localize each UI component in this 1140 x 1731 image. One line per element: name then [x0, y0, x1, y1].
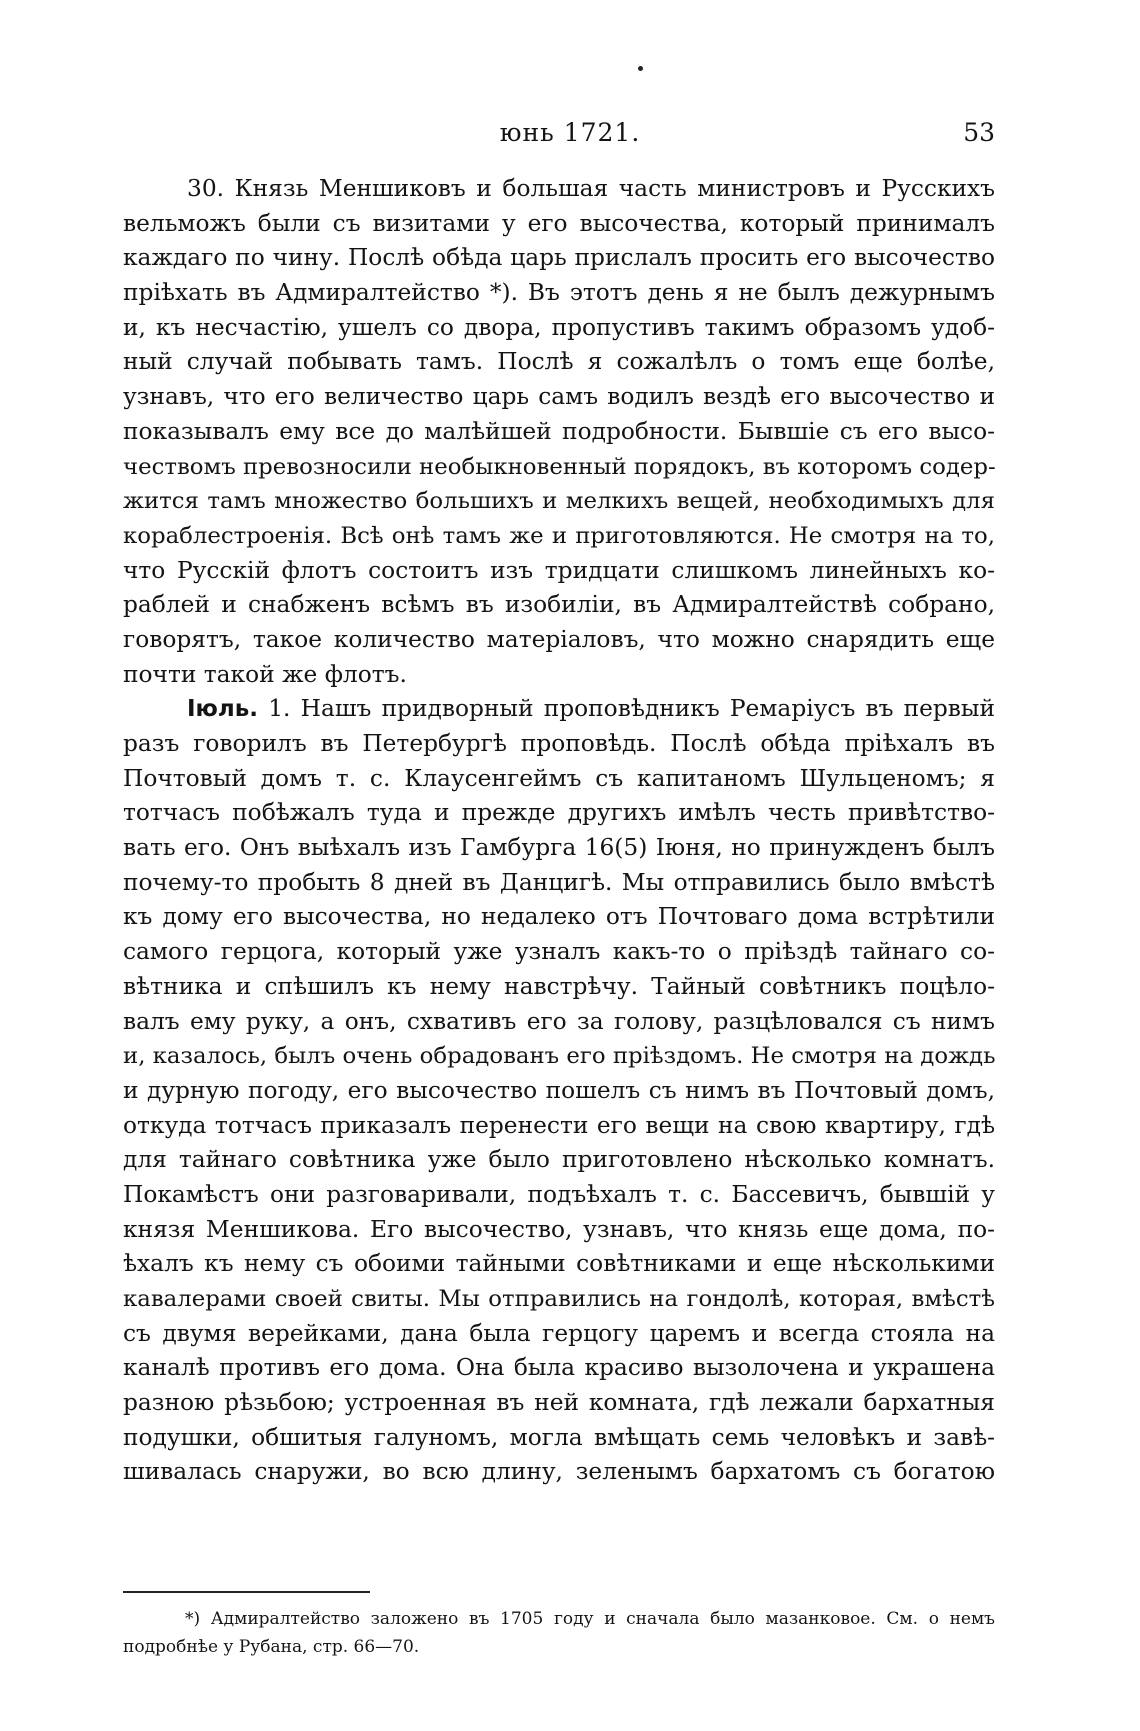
paragraph-june-30 — [123, 172, 995, 692]
text-line: 30. Князь Меншиковъ и большая часть министровъ и Русскихъ — [187, 175, 995, 202]
text-line: вельможъ были съ визитами у его высочества, который принималъ — [123, 209, 995, 237]
text-line: кавалерами своей свиты. Мы отправились на гондолѣ, которая, вмѣстѣ — [123, 1286, 995, 1312]
text-line: пріѣхать въ Адмиралтейство *). Въ этотъ день я не былъ дежурнымъ — [123, 279, 995, 307]
text-line: и, казалось, былъ очень обрадованъ его пріѣздомъ. Не смотря на дождь — [123, 1043, 996, 1070]
text-line — [123, 692, 995, 727]
text-line: почти такой же флотъ. — [123, 660, 407, 688]
paragraph-july-1 — [123, 692, 995, 1490]
text-line: шивалась снаружи, во всю длину, зеленымъ бархатомъ съ богатою — [123, 1458, 995, 1486]
text-line: для тайнаго совѣтника уже было приготовлено нѣсколько комнатъ. — [123, 1146, 995, 1174]
text-line: къ дому его высочества, но недалеко отъ Почтоваго дома встрѣтили — [123, 903, 995, 931]
text-line: Покамѣстъ они разговаривали, подъѣхалъ т. с. Бассевичъ, бывшій у — [123, 1180, 995, 1208]
text-line: разъ говорилъ въ Петербургѣ проповѣдь. Послѣ обѣда пріѣхалъ въ — [123, 730, 995, 757]
footnote-line: *) Адмиралтейство заложено въ 1705 году и сначала было мазанковое. См. о немъ — [185, 1609, 995, 1629]
footnote-line: подробнѣе у Рубана, стр. 66—70. — [123, 1637, 420, 1657]
text-line: валъ ему руку, а онъ, схвативъ его за голову, разцѣловался съ нимъ — [123, 1007, 995, 1035]
text-line: каждаго по чину. Послѣ обѣда царь прислалъ просить его высочество — [123, 244, 995, 272]
text-line: каналѣ противъ его дома. Она была красиво вызолочена и украшена — [123, 1354, 995, 1382]
footnote-rule — [123, 1591, 370, 1593]
text-line: ѣхалъ къ нему съ обоими тайными совѣтниками и еще нѣсколькими — [123, 1250, 995, 1278]
text-line: Почтовый домъ т. с. Клаусенгеймъ съ капитаномъ Шульценомъ; я — [123, 764, 995, 792]
text-line: съ двумя верейками, дана была герцогу царемъ и всегда стояла на — [123, 1319, 995, 1347]
text-line: кораблестроенія. Всѣ онѣ тамъ же и приготовляются. Не смотря на то, — [123, 522, 995, 549]
text-line: почему-то пробыть 8 дней въ Данцигѣ. Мы отправились было вмѣстѣ — [123, 868, 995, 896]
text-line: князя Меншикова. Его высочество, узнавъ, что князь еще дома, по- — [123, 1215, 995, 1243]
text-line: и дурную погоду, его высочество пошелъ съ нимъ въ Почтовый домъ, — [123, 1076, 995, 1104]
page-number: 53 — [963, 118, 995, 147]
text-line: чествомъ превозносили необыкновенный порядокъ, въ которомъ содер- — [123, 453, 996, 480]
text-line: вѣтника и спѣшилъ къ нему навстрѣчу. Тайный совѣтникъ поцѣло- — [123, 972, 995, 1000]
text-line: самого герцога, который уже узналъ какъ-то о пріѣздѣ тайнаго со- — [123, 938, 995, 966]
text-line: и, къ несчастію, ушелъ со двора, пропустивъ такимъ образомъ удоб- — [123, 313, 995, 341]
text-line: подушки, обшитыя галуномъ, могла вмѣщать семь человѣкъ и завѣ- — [123, 1423, 995, 1451]
date-label-july: Іюль. — [187, 696, 259, 723]
text-line: что Русскій флотъ состоитъ изъ тридцати слишкомъ линейныхъ ко- — [123, 556, 995, 584]
text-line: говорятъ, такое количество матеріаловъ, что можно снарядить еще — [123, 625, 995, 653]
print-speck — [638, 66, 643, 71]
text-line: тотчасъ побѣжалъ туда и прежде другихъ имѣлъ честь привѣтство- — [123, 799, 995, 827]
main-text — [123, 172, 995, 1490]
text-line: жится тамъ множество большихъ и мелкихъ вещей, необходимыхъ для — [123, 488, 995, 515]
text-line: вать его. Онъ выѣхалъ изъ Гамбурга 16(5) Іюня, но принужденъ былъ — [123, 834, 995, 862]
text-line: откуда тотчасъ приказалъ перенести его вещи на свою квартиру, гдѣ — [123, 1111, 995, 1139]
text-line: раблей и снабженъ всѣмъ въ изобиліи, въ Адмиралтействѣ собрано, — [123, 591, 995, 619]
running-head: юнь 1721. — [499, 118, 641, 147]
text-line: ный случай побывать тамъ. Послѣ я сожалѣлъ о томъ еще болѣе, — [123, 348, 995, 376]
text-line: показывалъ ему все до малѣйшей подробности. Бывшіе съ его высо- — [123, 417, 995, 445]
page-header — [0, 118, 1140, 158]
footnote — [123, 1605, 995, 1661]
text-line: узнавъ, что его величество царь самъ водилъ вездѣ его высочество и — [123, 383, 995, 411]
text-line: разною рѣзьбою; устроенная въ ней комната, гдѣ лежали бархатныя — [123, 1389, 995, 1417]
text-span: 1. Нашъ придворный проповѣдникъ Ремаріусъ въ первый — [258, 695, 995, 723]
